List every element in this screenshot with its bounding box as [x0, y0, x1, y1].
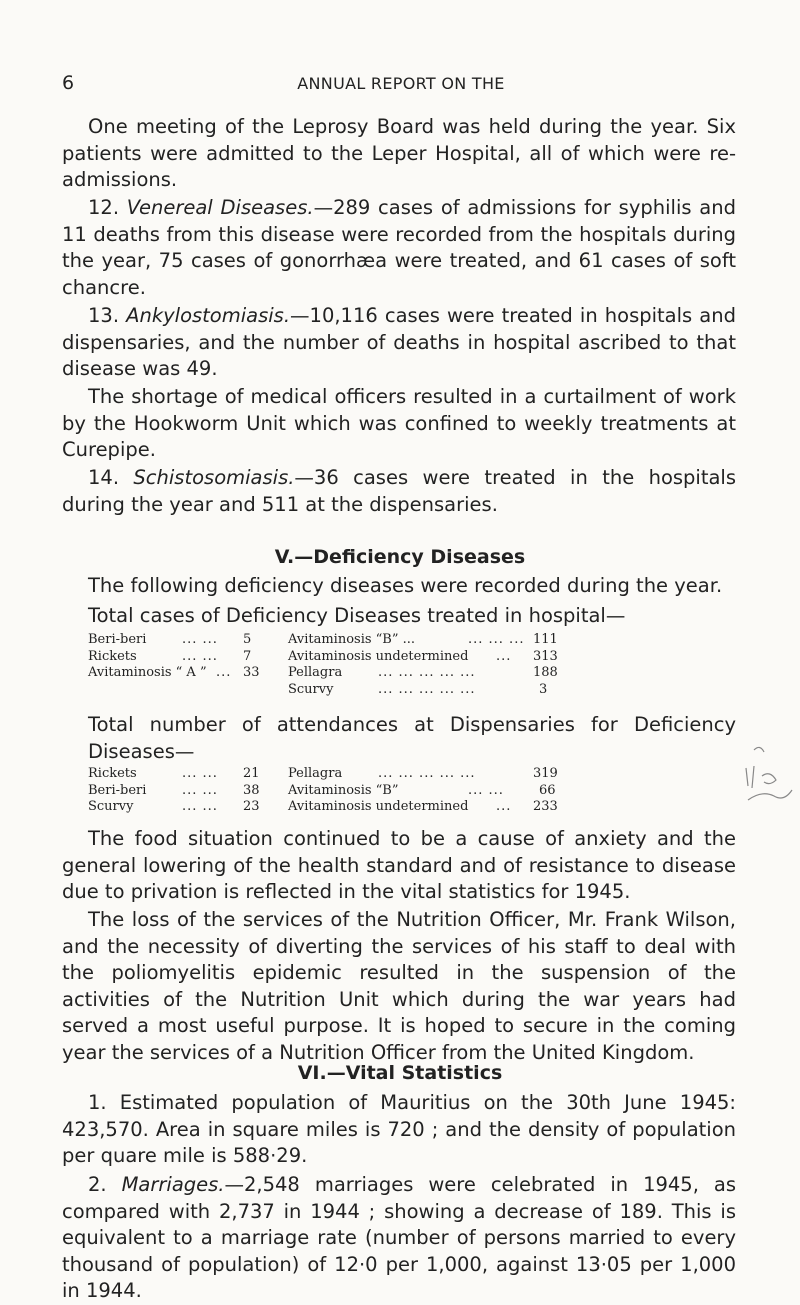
disease-name: Beri-beri [88, 782, 147, 798]
page-header [62, 72, 740, 102]
table-row [88, 799, 728, 816]
case-count: 313 [533, 648, 558, 664]
table-row [88, 649, 728, 666]
disease-name: Pellagra [288, 766, 343, 781]
leader-dots: ... ... [468, 782, 504, 798]
hospital-table [88, 632, 728, 698]
running-title: ANNUAL REPORT ON THE [297, 74, 505, 93]
attendance-count: 319 [533, 766, 558, 781]
schistosomiasis-paragraph [62, 465, 736, 518]
leader-dots: ... [216, 665, 232, 680]
leader-dots: ... ... [182, 632, 218, 647]
item-title: Schistosomiasis. [133, 466, 295, 489]
attendance-count: 23 [243, 799, 260, 814]
table-row [88, 665, 728, 682]
leader-dots: ... [496, 799, 512, 814]
disease-name: Avitaminosis “B” [288, 782, 399, 798]
margin-pencil-marks [734, 740, 794, 820]
item-title: Marriages. [121, 1173, 225, 1196]
attendance-count: 233 [533, 799, 558, 814]
section-heading-deficiency: V.—Deficiency Diseases [274, 546, 526, 568]
item-text: —289 cases of admissions for syphilis and 11 deaths from this disease were recorded from the hospitals during the year, 75 cases of gonorrhæa were treated, and 61 cases of soft chancre. [62, 196, 736, 299]
item-number: 12. [88, 196, 120, 219]
leader-dots: ... ... ... ... ... [378, 681, 476, 697]
disease-name: Rickets [88, 766, 137, 781]
disease-name: Scurvy [288, 681, 334, 697]
leprosy-paragraph: One meeting of the Leprosy Board was held during the year. Six patients were admitted to the Leper Hospital, all of which were re-admissions. [62, 115, 736, 191]
leader-dots: ... ... [182, 766, 218, 781]
item-title: Venereal Diseases. [126, 196, 314, 219]
dispensary-subhead: Total number of attendances at Dispensaries for Deficiency Diseases— [88, 713, 736, 763]
hospital-subhead: Total cases of Deficiency Diseases treated in hospital— [88, 604, 626, 627]
disease-name: Avitaminosis undetermined [288, 799, 469, 814]
leader-dots: ... ... [182, 648, 218, 664]
disease-name: Beri-beri [88, 632, 147, 647]
venereal-diseases-paragraph [62, 195, 736, 301]
disease-name: Avitaminosis “ A ” [88, 665, 207, 680]
item-text: —36 cases were treated in the hospitals during the year and 511 at the dispensaries. [62, 466, 737, 516]
dispensary-table [88, 766, 728, 816]
ankylostomiasis-paragraph [62, 303, 736, 383]
disease-name: Avitaminosis “B” ... [288, 632, 416, 647]
attendance-count: 21 [243, 766, 260, 781]
item-number: 13. [88, 304, 120, 327]
disease-name: Avitaminosis undetermined [288, 648, 469, 664]
food-situation-paragraph: The food situation continued to be a cause of anxiety and the general lowering of the health standard and of resistance to disease due to privation is reflected in the vital statistics for 1945. [62, 827, 736, 903]
item-number: 2. [88, 1173, 107, 1196]
leader-dots: ... [496, 648, 512, 664]
case-count: 3 [539, 681, 548, 697]
case-count: 7 [243, 648, 252, 664]
case-count: 5 [243, 632, 252, 647]
shortage-paragraph: The shortage of medical officers resulted in a curtailment of work by the Hookworm Unit which was confined to weekly treatments at Curepipe. [62, 385, 736, 461]
page-number: 6 [62, 72, 75, 94]
leader-dots: ... ... [182, 799, 218, 814]
case-count: 111 [533, 632, 558, 647]
leader-dots: ... ... ... ... ... [378, 766, 476, 781]
table-row [88, 766, 728, 783]
nutrition-paragraph: The loss of the services of the Nutrition Officer, Mr. Frank Wilson, and the necessity of diverting the services of his staff to deal with the poliomyelitis epidemic resulted in the suspension of the activities of the Nutrition Unit which during the war years had served a most useful purpose. It is hoped to secure in the coming year the services of a Nutrition Officer from the United Kingdom. [62, 908, 736, 1064]
leader-dots: ... ... ... ... ... [378, 665, 476, 680]
leader-dots: ... ... ... [468, 632, 525, 647]
item-text: —2,548 marriages were celebrated in 1945, as compared with 2,737 in 1944 ; showing a decrease of 189. This is equivalent to a marriage rate (number of persons married to every thousand of population) of 12·0 per 1,000, against 13·05 per 1,000 in 1944. [62, 1173, 736, 1302]
disease-name: Pellagra [288, 665, 343, 680]
leader-dots: ... ... [182, 782, 218, 798]
attendance-count: 38 [243, 782, 260, 798]
table-row [88, 632, 728, 649]
case-count: 188 [533, 665, 558, 680]
case-count: 33 [243, 665, 260, 680]
table-row [88, 783, 728, 800]
disease-name: Scurvy [88, 799, 134, 814]
population-paragraph: 1. Estimated population of Mauritius on the 30th June 1945: 423,570. Area in square miles is 720 ; and the density of population per quare mile is 588·29. [62, 1091, 736, 1167]
item-title: Ankylostomiasis. [126, 304, 291, 327]
table-row [88, 682, 728, 699]
deficiency-intro: The following deficiency diseases were recorded during the year. [88, 574, 723, 597]
disease-name: Rickets [88, 648, 137, 664]
marriages-paragraph [62, 1172, 736, 1305]
attendance-count: 66 [539, 782, 556, 798]
item-text: —10,116 cases were treated in hospitals and dispensaries, and the number of deaths in hospital ascribed to that disease was 49. [62, 304, 736, 380]
item-number: 14. [88, 466, 120, 489]
section-heading-vital-statistics: VI.—Vital Statistics [297, 1062, 503, 1084]
